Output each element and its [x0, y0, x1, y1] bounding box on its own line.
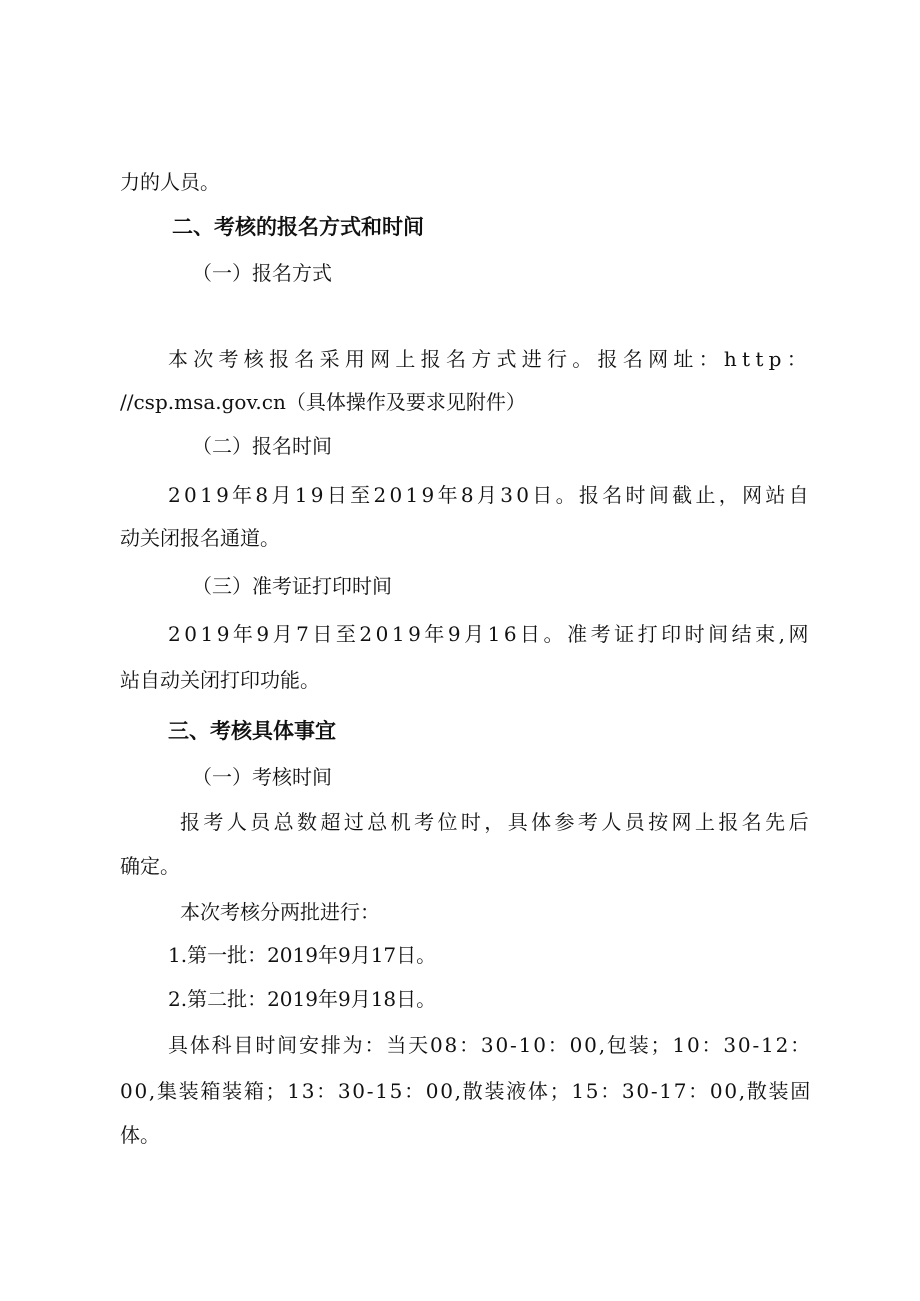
subsection-heading: （一）报名方式: [192, 261, 332, 285]
paragraph-line: 本次考核报名采用网上报名方式进行。报名网址：http：: [168, 347, 812, 371]
paragraph-line: //csp.msa.gov.cn（具体操作及要求见附件）: [120, 390, 526, 414]
paragraph-line: 站自动关闭打印功能。: [120, 668, 320, 692]
paragraph-line: 具体科目时间安排为：当天08：30-10：00,包装；10：30-12：: [168, 1033, 812, 1057]
subsection-heading: （三）准考证打印时间: [192, 574, 392, 598]
paragraph-line: 00,集装箱装箱；13：30-15：00,散装液体；15：30-17：00,散装固: [120, 1079, 812, 1103]
paragraph-line: 力的人员。: [120, 170, 220, 194]
paragraph-line: 动关闭报名通道。: [120, 526, 280, 550]
paragraph-line: 报考人员总数超过总机考位时，具体参考人员按网上报名先后: [180, 810, 812, 834]
subsection-heading: （一）考核时间: [192, 765, 332, 789]
paragraph-line: 本次考核分两批进行：: [180, 900, 380, 924]
list-item: 2.第二批：2019年9月18日。: [168, 987, 437, 1011]
section-heading: 三、考核具体事宜: [168, 719, 336, 743]
paragraph-line: 确定。: [120, 854, 180, 878]
list-item: 1.第一批：2019年9月17日。: [168, 943, 437, 967]
paragraph-line: 体。: [120, 1123, 160, 1147]
paragraph-line: 2019年8月19日至2019年8月30日。报名时间截止，网站自: [168, 483, 812, 507]
paragraph-line: 2019年9月7日至2019年9月16日。准考证打印时间结束,网: [168, 622, 812, 646]
subsection-heading: （二）报名时间: [192, 434, 332, 458]
section-heading: 二、考核的报名方式和时间: [172, 215, 424, 239]
